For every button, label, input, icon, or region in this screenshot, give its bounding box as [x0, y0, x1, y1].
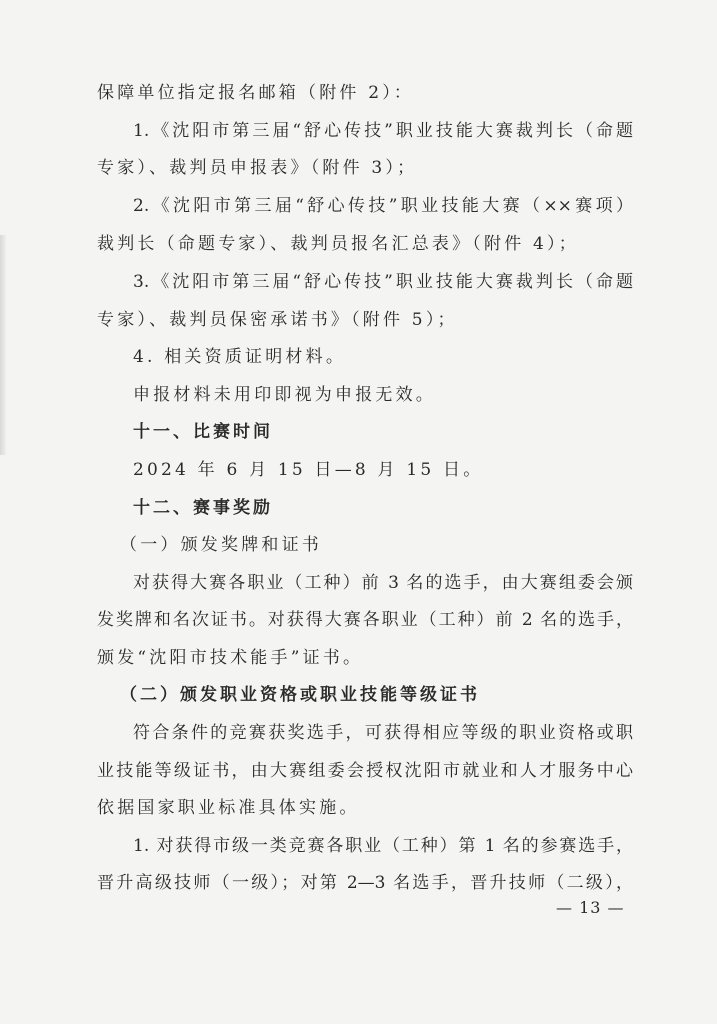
- subsection-heading: （一）颁发奖牌和证书: [120, 535, 322, 555]
- section-heading: 十一、比赛时间: [133, 422, 273, 442]
- subsection-heading: （二）颁发职业资格或职业技能等级证书: [120, 685, 480, 705]
- text-line: 申报材料未用印即视为申报无效。: [133, 385, 436, 405]
- text-line: 对获得大赛各职业（工种）前 3 名的选手，由大赛组委会颁: [133, 573, 633, 593]
- text-line: 2024 年 6 月 15 日—8 月 15 日。: [133, 460, 484, 480]
- text-line: 2.《沈阳市第三届“舒心传技”职业技能大赛（××赛项）: [133, 196, 633, 216]
- text-line: 裁判长（命题专家）、裁判员报名汇总表》（附件 4）；: [97, 234, 579, 254]
- text-line: 1.《沈阳市第三届“舒心传技”职业技能大赛裁判长（命题: [133, 121, 633, 141]
- page-fold-shadow: [0, 235, 6, 455]
- text-line: 发奖牌和名次证书。对获得大赛各职业（工种）前 2 名的选手，: [97, 610, 633, 630]
- text-line: 符合条件的竞赛获奖选手，可获得相应等级的职业资格或职: [133, 723, 633, 743]
- text-line: 1. 对获得市级一类竞赛各职业（工种）第 1 名的参赛选手，: [133, 836, 633, 856]
- text-line: 晋升高级技师（一级）；对第 2—3 名选手，晋升技师（二级），: [97, 873, 633, 893]
- section-heading: 十二、赛事奖励: [133, 498, 273, 518]
- text-line: 依据国家职业标准具体实施。: [97, 798, 360, 818]
- text-line: 保障单位指定报名邮箱（附件 2）：: [97, 83, 415, 103]
- text-line: 专家）、裁判员申报表》（附件 3）；: [97, 158, 418, 178]
- text-line: 颁发“沈阳市技术能手”证书。: [97, 648, 364, 668]
- text-line: 业技能等级证书，由大赛组委会授权沈阳市就业和人才服务中心: [97, 761, 633, 781]
- text-line: 4. 相关资质证明材料。: [133, 347, 347, 367]
- text-line: 3.《沈阳市第三届“舒心传技”职业技能大赛裁判长（命题: [133, 272, 633, 292]
- text-line: 专家）、裁判员保密承诺书》（附件 5）；: [97, 310, 458, 330]
- page-number: — 13 —: [556, 898, 625, 917]
